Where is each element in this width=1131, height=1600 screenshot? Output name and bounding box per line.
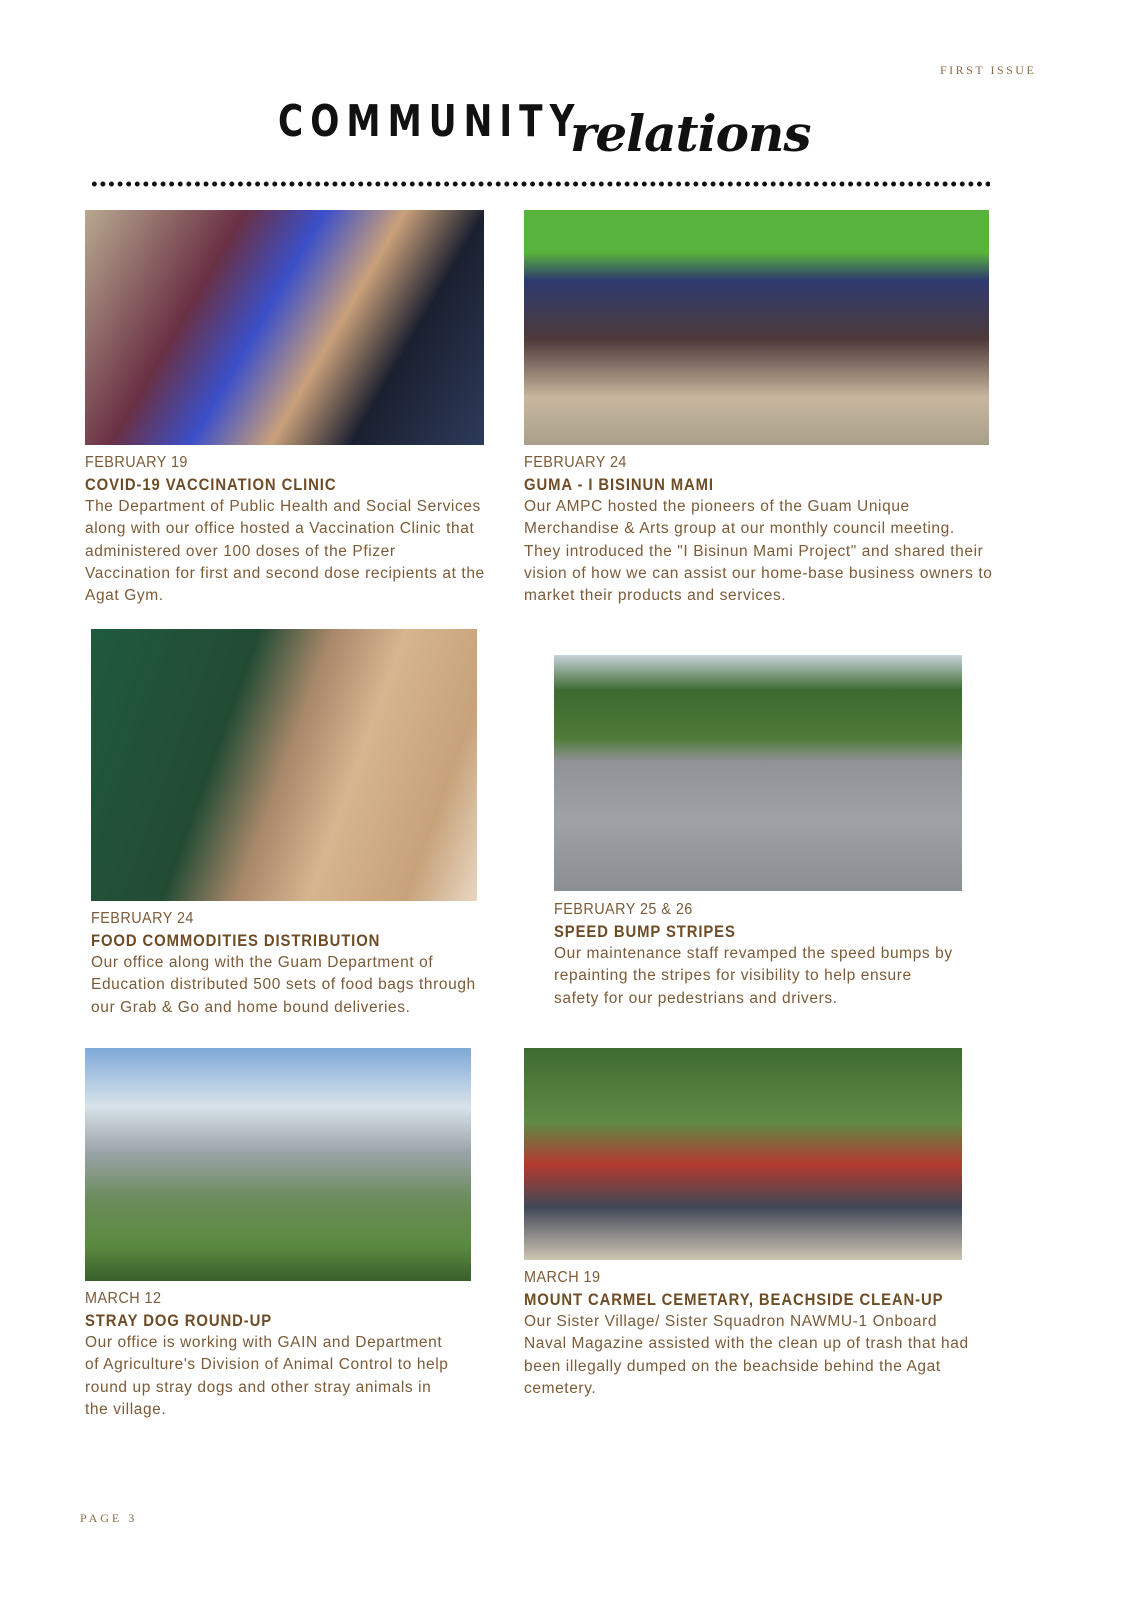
article-date: FEBRUARY 24 [524,454,627,471]
article-vaccination [85,452,485,607]
article-food [91,908,486,1019]
article-title: STRAY DOG ROUND-UP [85,1312,273,1330]
page-number: PAGE 3 [80,1511,138,1525]
page-title-script: relations [570,104,811,163]
article-date: FEBRUARY 24 [91,910,194,927]
article-guma [524,452,994,607]
article-body: Our AMPC hosted the pioneers of the Guam Unique Merchandise & Arts group at our monthly council meeting. They introduced the "I Bisinun Mami Project" and shared their vision of how we can assist our home-base business owners to market their products and services. [524,498,993,605]
article-body: The Department of Public Health and Social Services along with our office hosted a Vaccination Clinic that administered over 100 doses of the Pfizer Vaccination for first and second dose recipients at the Agat Gym. [85,498,485,605]
article-body: Our office is working with GAIN and Department of Agriculture's Division of Animal Control to help round up stray dogs and other stray animals in the village. [85,1334,449,1418]
article-date: MARCH 19 [524,1269,601,1286]
stray-dog-photo [85,1048,471,1281]
article-speed-bump [554,899,959,1010]
article-stray-dog [85,1288,455,1421]
article-title: GUMA - I BISINUN MAMI [524,476,714,494]
dotted-divider [90,181,990,187]
article-body: Our office along with the Guam Department of Education distributed 500 sets of food bags through our Grab & Go and home bound deliveries. [91,954,476,1016]
article-title: FOOD COMMODITIES DISTRIBUTION [91,932,381,950]
article-body: Our maintenance staff revamped the speed bumps by repainting the stripes for visibility to help ensure safety for our pedestrians and drivers. [554,945,953,1007]
issue-label: FIRST ISSUE [940,63,1037,77]
article-title: COVID-19 VACCINATION CLINIC [85,476,337,494]
beach-cleanup-photo [524,1048,962,1260]
page-title: COMMUNITY [278,96,582,147]
article-title: MOUNT CARMEL CEMETARY, BEACHSIDE CLEAN-UP [524,1291,944,1309]
vaccination-clinic-photo [85,210,484,445]
article-date: FEBRUARY 19 [85,454,188,471]
article-body: Our Sister Village/ Sister Squadron NAWMU-1 Onboard Naval Magazine assisted with the clean up of trash that had been illegally dumped on the beachside behind the Agat cemetery. [524,1313,969,1397]
food-distribution-photo [91,629,477,901]
article-cleanup [524,1267,984,1400]
article-title: SPEED BUMP STRIPES [554,923,736,941]
speed-bump-photo [554,655,962,891]
article-date: FEBRUARY 25 & 26 [554,901,693,918]
group-meeting-photo [524,210,989,445]
article-date: MARCH 12 [85,1290,162,1307]
